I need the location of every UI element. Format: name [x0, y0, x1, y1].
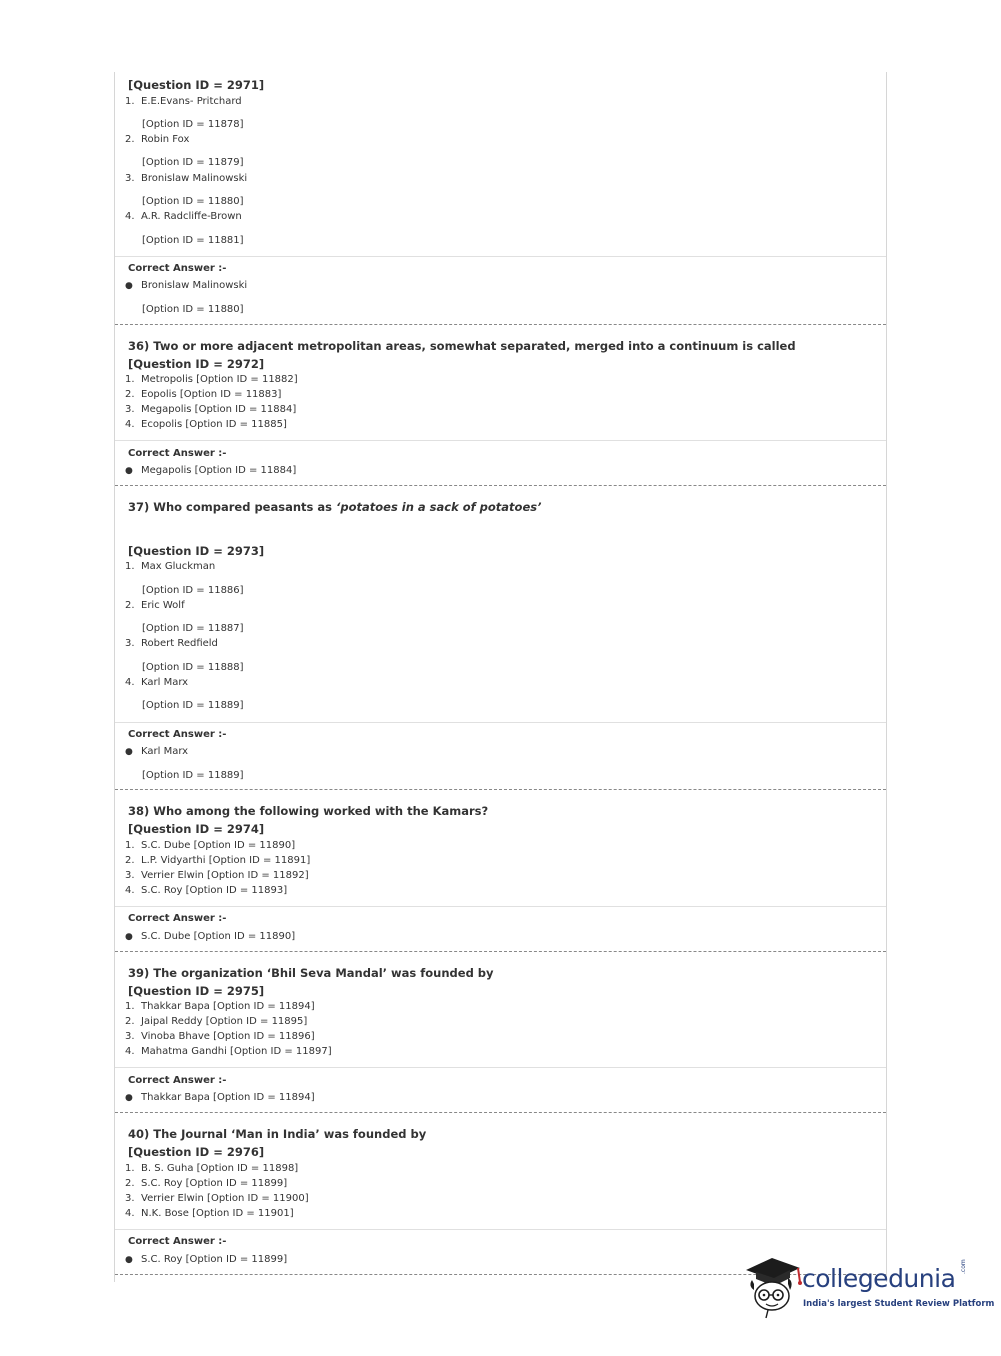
- option-item: 2. Jaipal Reddy [Option ID = 11895]: [125, 1016, 308, 1027]
- correct-answer: ● Bronislaw Malinowski: [125, 280, 248, 291]
- section-divider: [115, 1229, 886, 1230]
- section-divider: [115, 256, 886, 257]
- option-item: 3. Robert Redfield: [125, 638, 218, 649]
- question-id: [Question ID = 2971]: [128, 78, 265, 92]
- option-id: [Option ID = 11880]: [142, 304, 244, 315]
- logo-domain-suffix: .com: [960, 1259, 967, 1274]
- option-id: [Option ID = 11881]: [142, 235, 244, 246]
- logo-wordmark: collegedunia: [802, 1264, 956, 1293]
- bullet-icon: ●: [125, 1093, 133, 1103]
- option-item: 4. N.K. Bose [Option ID = 11901]: [125, 1208, 294, 1219]
- option-item: 3. Verrier Elwin [Option ID = 11892]: [125, 870, 309, 881]
- question-paper-page: [114, 72, 887, 1282]
- option-item: 2. Eric Wolf: [125, 600, 185, 611]
- option-item: 4. Ecopolis [Option ID = 11885]: [125, 419, 287, 430]
- bullet-icon: ●: [125, 281, 133, 291]
- option-id: [Option ID = 11879]: [142, 157, 244, 168]
- bullet-icon: ●: [125, 932, 133, 942]
- bullet-icon: ●: [125, 747, 133, 757]
- section-divider: [115, 440, 886, 441]
- question-id: [Question ID = 2973]: [128, 544, 265, 558]
- correct-answer-label: Correct Answer :-: [128, 1075, 227, 1086]
- option-item: 1. Max Gluckman: [125, 561, 216, 572]
- option-item: 3. Bronislaw Malinowski: [125, 173, 248, 184]
- option-item: 1. Metropolis [Option ID = 11882]: [125, 374, 298, 385]
- option-item: 2. Robin Fox: [125, 134, 190, 145]
- correct-answer-label: Correct Answer :-: [128, 729, 227, 740]
- option-id: [Option ID = 11878]: [142, 119, 244, 130]
- question-title: 40) The Journal ‘Man in India’ was founded by: [128, 1127, 427, 1141]
- correct-answer: ● Karl Marx: [125, 746, 189, 757]
- option-item: 1. Thakkar Bapa [Option ID = 11894]: [125, 1001, 315, 1012]
- section-divider: [115, 722, 886, 723]
- option-id: [Option ID = 11889]: [142, 700, 244, 711]
- question-divider: [115, 1112, 886, 1113]
- section-divider: [115, 906, 886, 907]
- section-divider: [115, 1067, 886, 1068]
- student-mascot-icon: [742, 1248, 804, 1320]
- correct-answer: ● Thakkar Bapa [Option ID = 11894]: [125, 1092, 315, 1103]
- option-item: 3. Megapolis [Option ID = 11884]: [125, 404, 297, 415]
- correct-answer-label: Correct Answer :-: [128, 263, 227, 274]
- question-divider: [115, 485, 886, 486]
- question-title: 39) The organization ‘Bhil Seva Mandal’ was founded by: [128, 966, 494, 980]
- correct-answer: ● Megapolis [Option ID = 11884]: [125, 465, 297, 476]
- question-title: 38) Who among the following worked with the Kamars?: [128, 804, 489, 818]
- option-item: 3. Vinoba Bhave [Option ID = 11896]: [125, 1031, 315, 1042]
- option-id: [Option ID = 11889]: [142, 770, 244, 781]
- correct-answer-label: Correct Answer :-: [128, 448, 227, 459]
- option-item: 2. Eopolis [Option ID = 11883]: [125, 389, 282, 400]
- bullet-icon: ●: [125, 466, 133, 476]
- question-title: 37) Who compared peasants as ‘potatoes in a sack of potatoes’: [128, 500, 542, 514]
- option-id: [Option ID = 11886]: [142, 585, 244, 596]
- option-item: 1. B. S. Guha [Option ID = 11898]: [125, 1163, 299, 1174]
- question-id: [Question ID = 2975]: [128, 984, 265, 998]
- option-item: 2. S.C. Roy [Option ID = 11899]: [125, 1178, 288, 1189]
- question-divider: [115, 951, 886, 952]
- question-id: [Question ID = 2972]: [128, 357, 265, 371]
- option-item: 1. S.C. Dube [Option ID = 11890]: [125, 840, 296, 851]
- question-id: [Question ID = 2976]: [128, 1145, 265, 1159]
- option-item: 4. A.R. Radcliffe-Brown: [125, 211, 242, 222]
- logo-tagline: India's largest Student Review Platform: [803, 1299, 995, 1309]
- question-id: [Question ID = 2974]: [128, 822, 265, 836]
- question-divider: [115, 789, 886, 790]
- option-item: 4. S.C. Roy [Option ID = 11893]: [125, 885, 288, 896]
- option-id: [Option ID = 11880]: [142, 196, 244, 207]
- option-item: 2. L.P. Vidyarthi [Option ID = 11891]: [125, 855, 311, 866]
- option-item: 3. Verrier Elwin [Option ID = 11900]: [125, 1193, 309, 1204]
- option-item: 1. E.E.Evans- Pritchard: [125, 96, 242, 107]
- bullet-icon: ●: [125, 1255, 133, 1265]
- question-divider: [115, 324, 886, 325]
- correct-answer: ● S.C. Dube [Option ID = 11890]: [125, 931, 296, 942]
- option-id: [Option ID = 11887]: [142, 623, 244, 634]
- correct-answer-label: Correct Answer :-: [128, 913, 227, 924]
- correct-answer: ● S.C. Roy [Option ID = 11899]: [125, 1254, 288, 1265]
- option-item: 4. Mahatma Gandhi [Option ID = 11897]: [125, 1046, 332, 1057]
- option-item: 4. Karl Marx: [125, 677, 189, 688]
- question-title: 36) Two or more adjacent metropolitan areas, somewhat separated, merged into a continuum is called: [128, 339, 796, 353]
- collegedunia-logo: [742, 1248, 995, 1320]
- option-id: [Option ID = 11888]: [142, 662, 244, 673]
- correct-answer-label: Correct Answer :-: [128, 1236, 227, 1247]
